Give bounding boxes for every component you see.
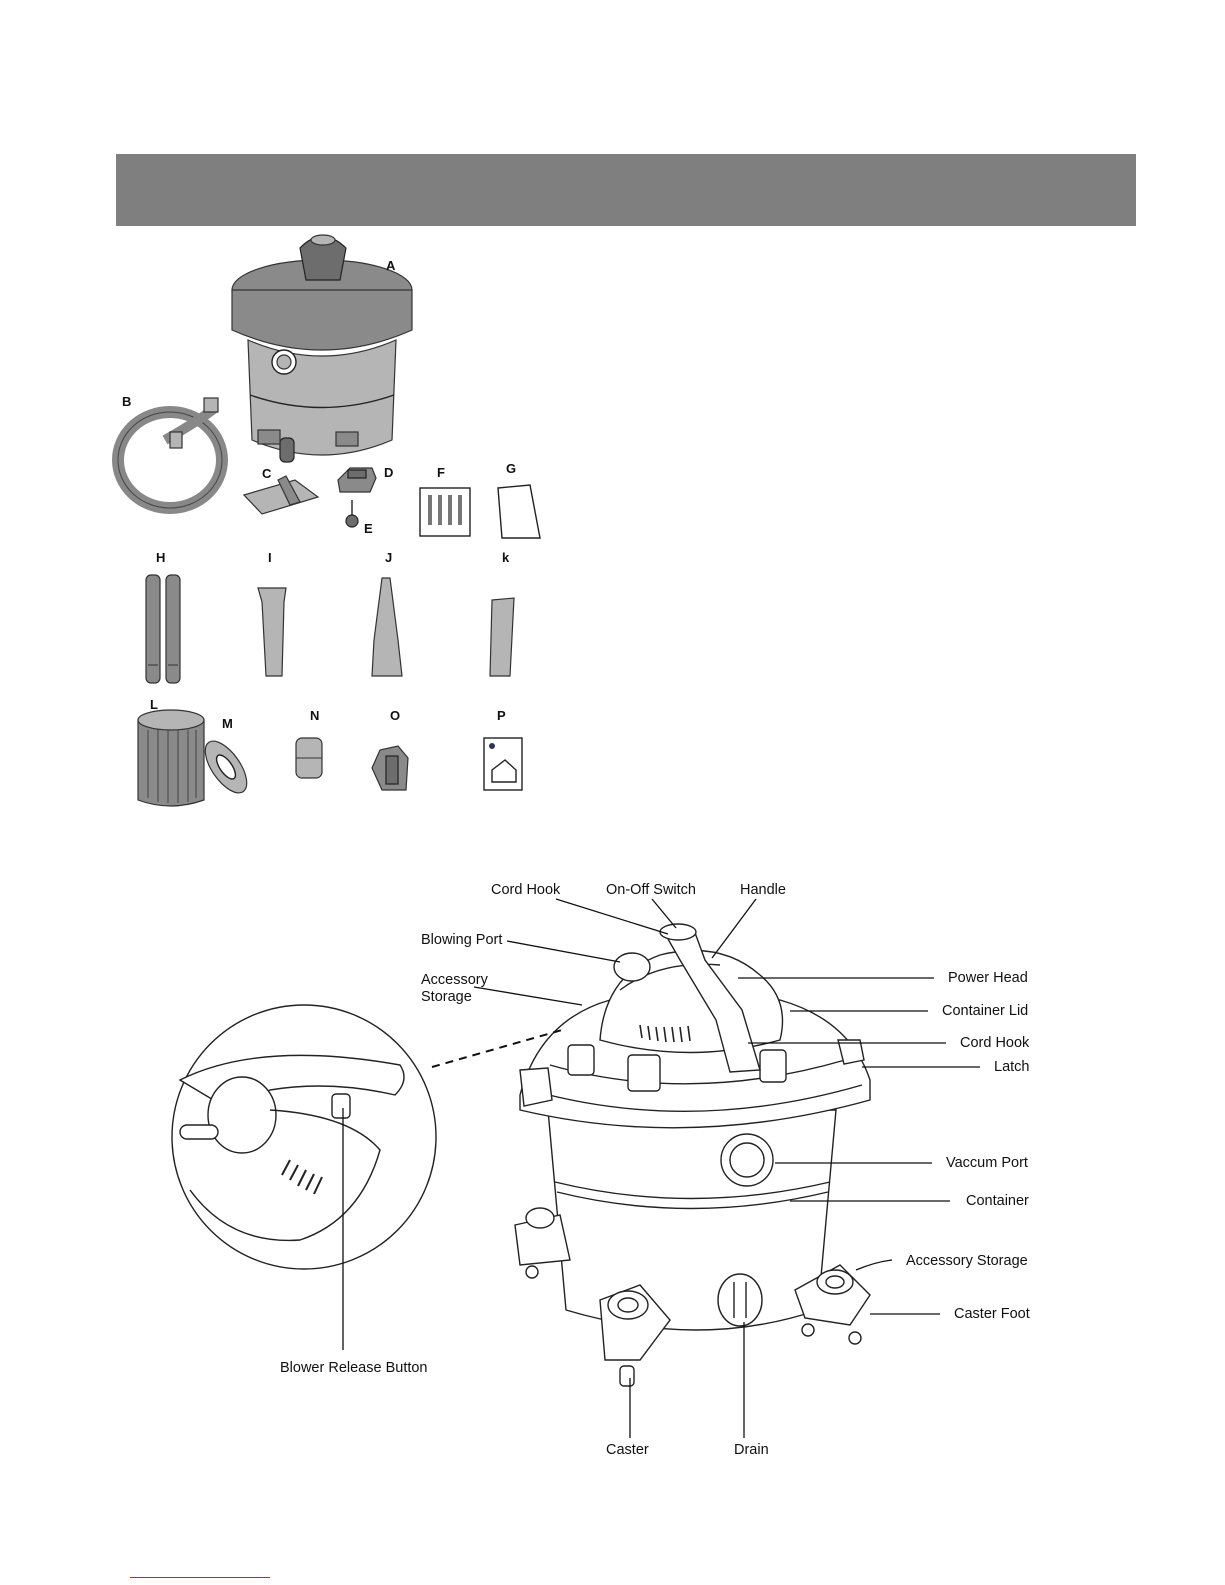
callout-latch: Latch <box>994 1059 1030 1075</box>
callout-blowing-port: Blowing Port <box>421 932 503 948</box>
part-label-f: F <box>437 465 445 480</box>
blower-release-detail-circle <box>172 1005 436 1269</box>
part-label-g: G <box>506 461 517 476</box>
part-label-l: L <box>150 697 158 712</box>
callout-blower-release-button: Blower Release Button <box>280 1360 428 1376</box>
footer-underline <box>130 1577 270 1578</box>
callout-handle: Handle <box>740 882 786 898</box>
part-label-c: C <box>262 466 272 481</box>
part-label-i: I <box>268 550 272 565</box>
part-label-m: M <box>222 716 233 731</box>
part-label-j: J <box>385 550 393 565</box>
callout-cord-hook-top: Cord Hook <box>491 882 561 898</box>
callout-accessory-storage-right: Accessory Storage <box>906 1253 1028 1269</box>
callout-container-lid: Container Lid <box>942 1003 1029 1019</box>
callout-cord-hook-right: Cord Hook <box>960 1035 1030 1051</box>
part-label-e: E <box>364 521 373 536</box>
callout-accessory-storage-top-line2: Storage <box>421 989 472 1005</box>
callout-caster-foot: Caster Foot <box>954 1306 1030 1322</box>
part-label-o: O <box>390 708 401 723</box>
callout-vacuum-port: Vaccum Port <box>946 1155 1028 1171</box>
part-label-p: P <box>497 708 506 723</box>
part-label-n: N <box>310 708 320 723</box>
part-label-b: B <box>122 394 132 409</box>
part-label-a: A <box>386 258 396 273</box>
callout-container: Container <box>966 1193 1029 1209</box>
part-label-h: H <box>156 550 166 565</box>
callout-caster: Caster <box>606 1442 649 1458</box>
part-label-d: D <box>384 465 394 480</box>
callout-accessory-storage-top-line1: Accessory <box>421 972 488 988</box>
callout-on-off-switch: On-Off Switch <box>606 882 696 898</box>
callout-power-head: Power Head <box>948 970 1028 986</box>
vacuum-line-drawing <box>515 924 870 1386</box>
callout-drain: Drain <box>734 1442 769 1458</box>
part-label-k: k <box>502 550 510 565</box>
